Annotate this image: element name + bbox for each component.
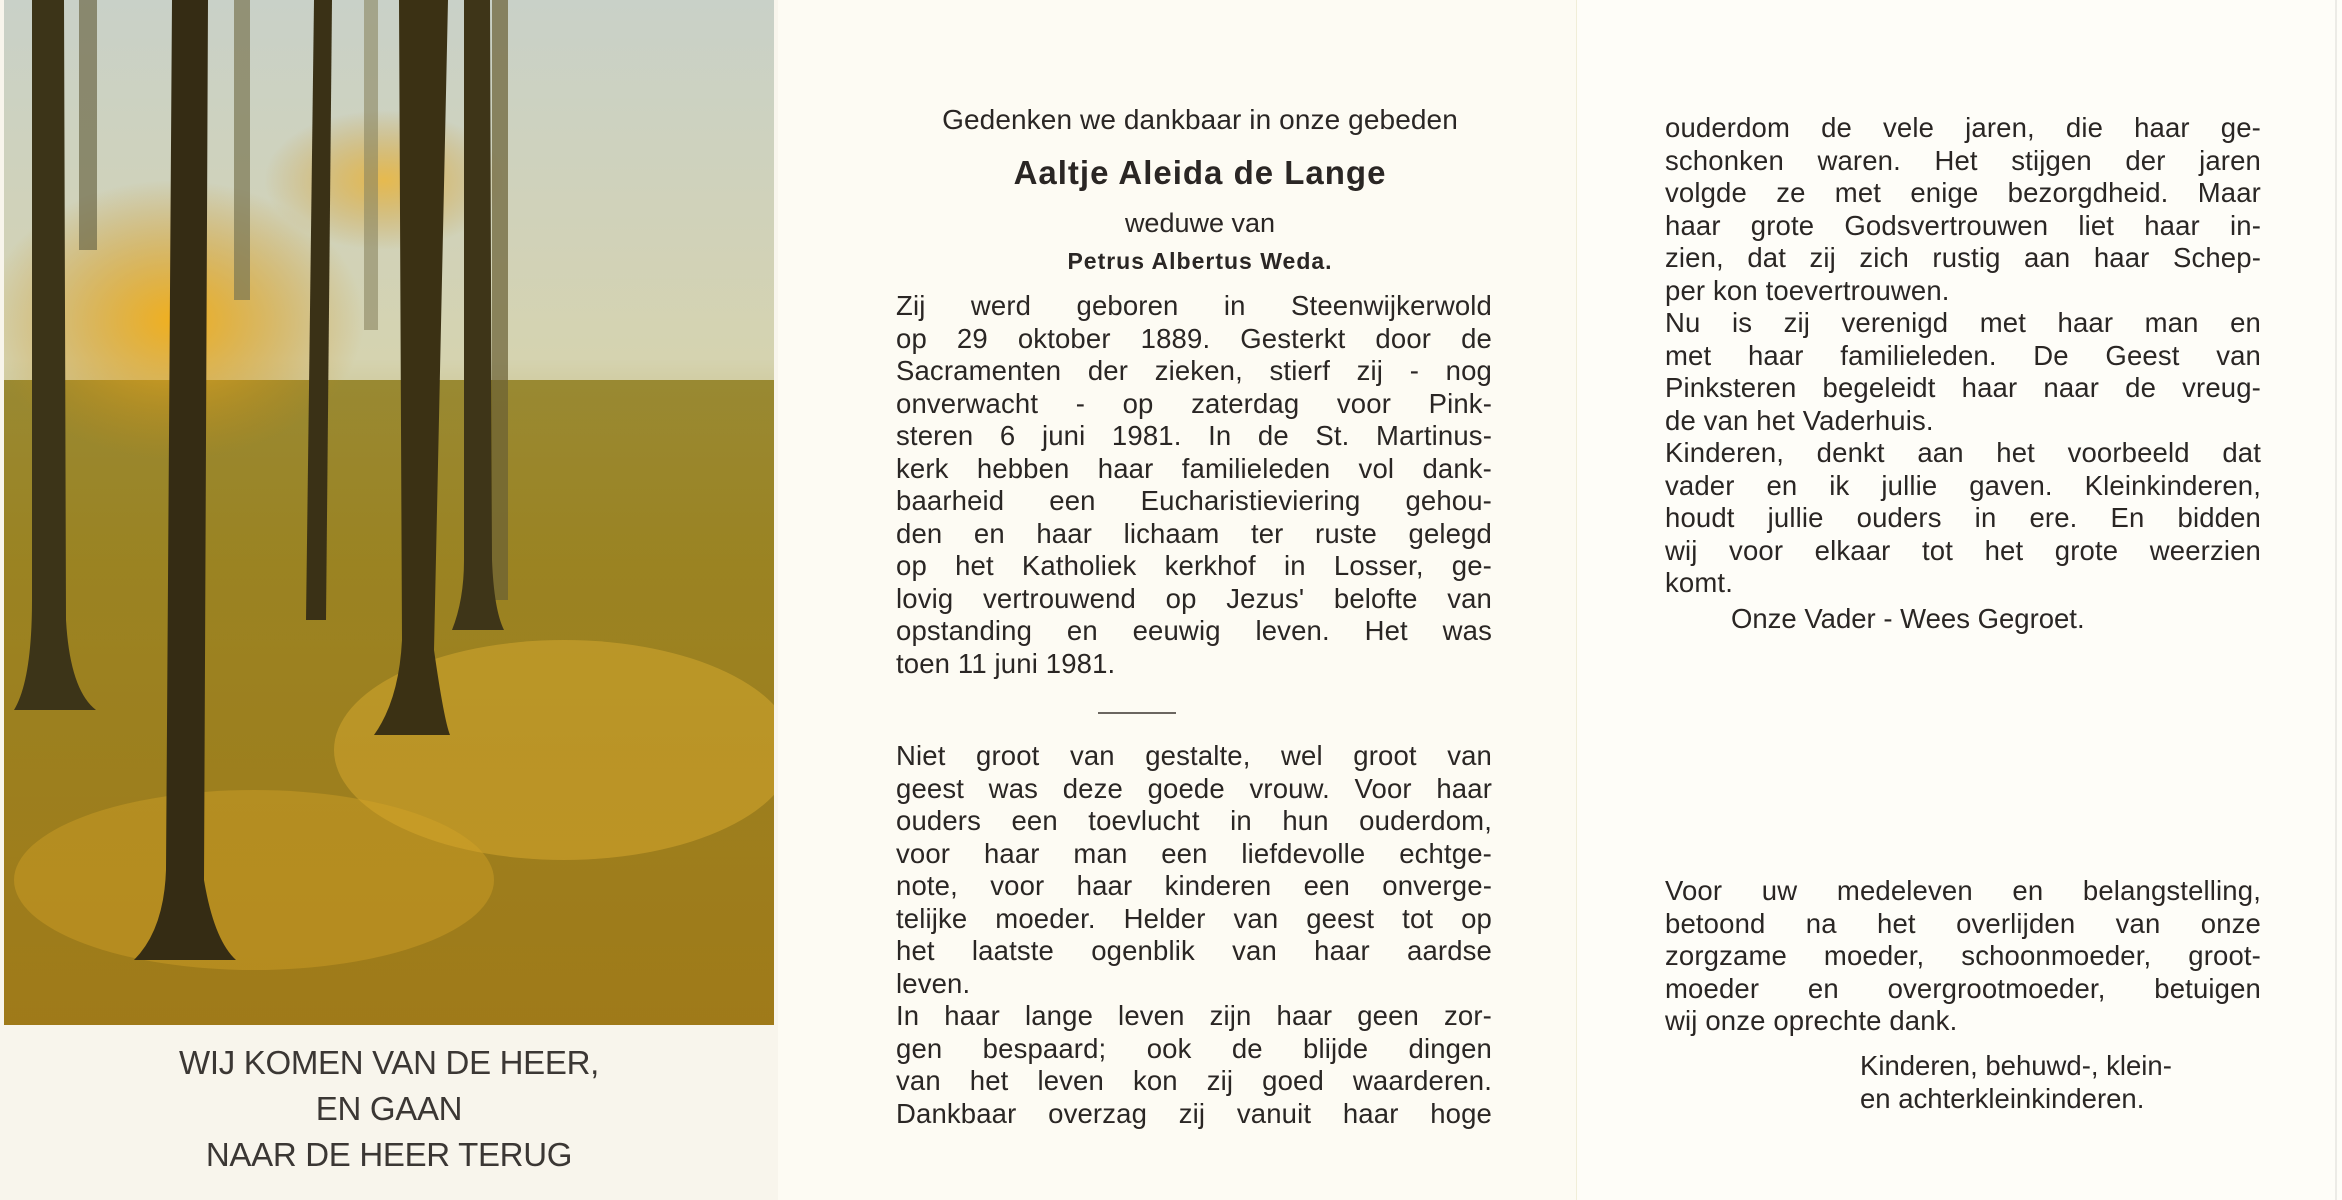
relation-line: weduwe van xyxy=(1124,208,1276,238)
text-line: houdt jullie ouders in ere. En bidden xyxy=(1665,502,2261,533)
text-line: op het Katholiek kerkhof in Losser, ge- xyxy=(896,550,1492,581)
thanks-paragraph xyxy=(1665,875,2261,1038)
text-line: moeder en overgrootmoeder, betuigen xyxy=(1665,972,2261,1004)
text-line: ouderdom de vele jaren, die haar ge- xyxy=(1665,112,2261,143)
text-line: vader en ik jullie gaven. Kleinkinderen, xyxy=(1665,469,2261,501)
front-panel xyxy=(0,0,778,1200)
text-line: den en haar lichaam ter ruste gelegd xyxy=(896,517,1492,549)
text-line: de van het Vaderhuis. xyxy=(1665,404,1934,436)
front-motto xyxy=(0,1040,778,1178)
text-line: van het leven kon zij goed waarderen. xyxy=(896,1065,1492,1096)
text-line: zorgzame moeder, schoonmoeder, groot- xyxy=(1665,940,2261,971)
text-line: per kon toevertrouwen. xyxy=(1665,274,1950,306)
forest-photo xyxy=(4,0,774,1025)
motto-line: WIJ KOMEN VAN DE HEER, xyxy=(179,1044,599,1081)
text-line: telijke moeder. Helder van geest tot op xyxy=(896,902,1492,934)
text-line: wij onze oprechte dank. xyxy=(1665,1005,1958,1036)
text-line: Dankbaar overzag zij vanuit haar hoge xyxy=(896,1097,1492,1129)
text-line: Voor uw medeleven en belangstelling, xyxy=(1665,875,2261,906)
tree-trunk xyxy=(234,0,250,300)
text-line: met haar familieleden. De Geest van xyxy=(1665,339,2261,371)
text-line: volgde ze met enige bezorgdheid. Maar xyxy=(1665,177,2261,208)
text-line: Niet groot van gestalte, wel groot van xyxy=(896,740,1492,771)
text-line: steren 6 juni 1981. In de St. Martinus- xyxy=(896,420,1492,451)
motto-line: EN GAAN xyxy=(315,1090,463,1127)
text-line: Nu is zij verenigd met haar man en xyxy=(1665,307,2261,338)
text-line: op 29 oktober 1889. Gesterkt door de xyxy=(896,322,1492,354)
intro-line: Gedenken we dankbaar in onze gebeden xyxy=(942,104,1458,135)
text-line: onverwacht - op zaterdag voor Pink- xyxy=(896,387,1492,419)
text-line: opstanding en eeuwig leven. Het was xyxy=(896,615,1492,646)
deceased-name: Aaltje Aleida de Lange xyxy=(1013,154,1387,191)
text-line: kerk hebben haar familieleden vol dank- xyxy=(896,452,1492,484)
tree-trunk xyxy=(492,0,508,600)
prayer-line: Onze Vader - Wees Gegroet. xyxy=(1731,603,2085,634)
text-line: en achterkleinkinderen. xyxy=(1860,1082,2145,1114)
text-line: betoond na het overlijden van onze xyxy=(1665,907,2261,939)
text-line: komt. xyxy=(1665,567,1733,598)
tree-trunk xyxy=(364,0,378,330)
text-line: leven. xyxy=(896,967,971,999)
text-line: het laatste ogenblik van haar aardse xyxy=(896,935,1492,966)
text-line: Zij werd geboren in Steenwijkerwold xyxy=(896,290,1492,321)
character-paragraph xyxy=(896,740,1492,1130)
spouse-name: Petrus Albertus Weda. xyxy=(1067,248,1333,274)
continuation-paragraph xyxy=(1665,112,2261,600)
sunlit-leaves xyxy=(14,790,494,970)
text-line: wij voor elkaar tot het grote weerzien xyxy=(1665,534,2261,566)
text-line: note, voor haar kinderen een onverge- xyxy=(896,870,1492,901)
motto-line: NAAR DE HEER TERUG xyxy=(205,1136,573,1173)
text-line: zien, dat zij zich rustig aan haar Schep- xyxy=(1665,242,2261,273)
text-line: Kinderen, behuwd-, klein- xyxy=(1860,1050,2172,1081)
text-line: Kinderen, denkt aan het voorbeeld dat xyxy=(1665,437,2261,468)
tree-trunk xyxy=(79,0,97,250)
text-line: toen 11 juni 1981. xyxy=(896,647,1116,679)
text-line: geest was deze goede vrouw. Voor haar xyxy=(896,772,1492,804)
biography-paragraph xyxy=(896,290,1492,680)
text-line: baarheid een Eucharistieviering gehou- xyxy=(896,485,1492,516)
text-line: lovig vertrouwend op Jezus' belofte van xyxy=(896,582,1492,614)
text-line: Sacramenten der zieken, stierf zij - nog xyxy=(896,355,1492,386)
section-divider xyxy=(1098,712,1176,714)
text-line: voor haar man een liefdevolle echtge- xyxy=(896,837,1492,869)
text-line: gen bespaard; ook de blijde dingen xyxy=(896,1032,1492,1064)
text-line: haar grote Godsvertrouwen liet haar in- xyxy=(1665,209,2261,241)
family-signoff xyxy=(1860,1050,2172,1115)
forest-illustration xyxy=(4,0,774,1025)
text-line: ouders een toevlucht in hun ouderdom, xyxy=(896,805,1492,836)
text-line: In haar lange leven zijn haar geen zor- xyxy=(896,1000,1492,1031)
text-line: Pinksteren begeleidt haar naar de vreug- xyxy=(1665,372,2261,403)
text-line: schonken waren. Het stijgen der jaren xyxy=(1665,144,2261,176)
